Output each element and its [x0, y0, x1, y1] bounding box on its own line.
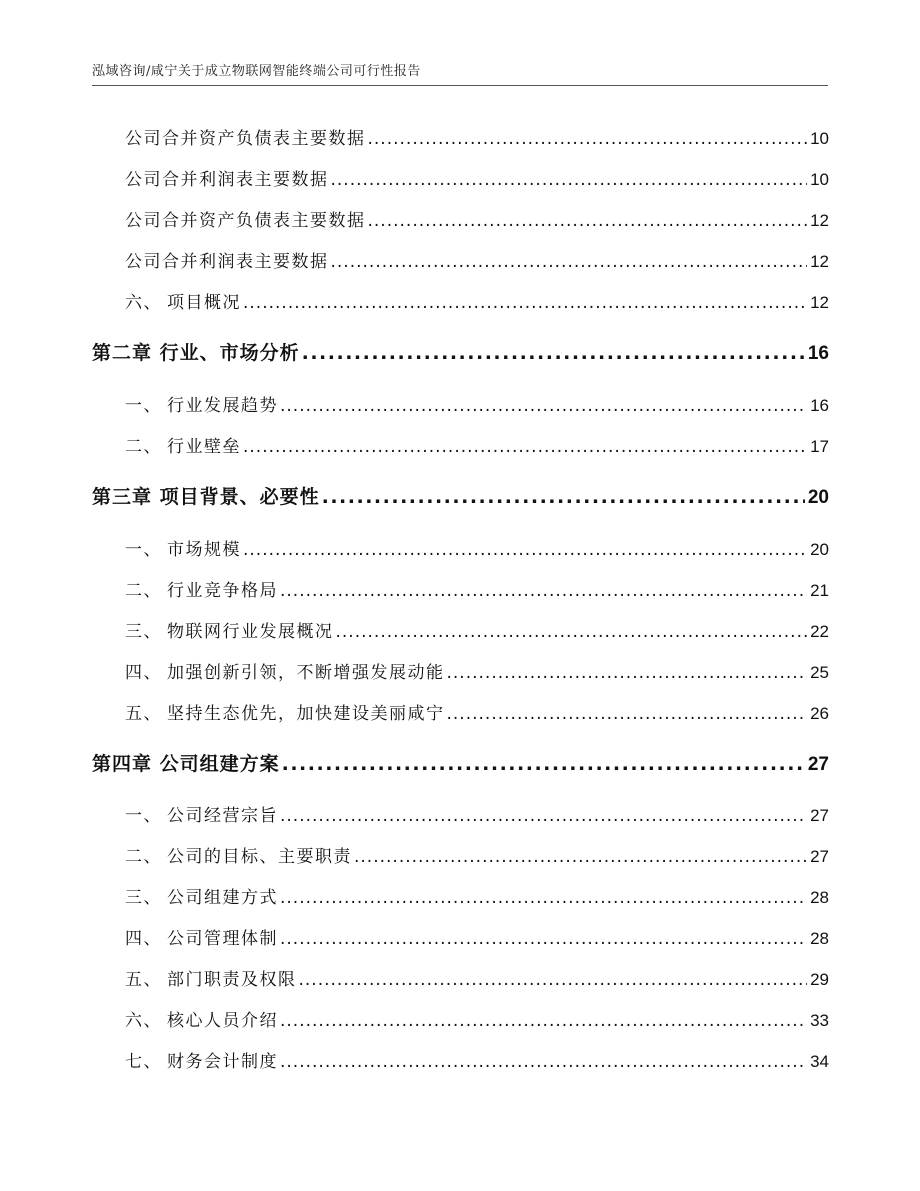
- toc-page-number: 22: [810, 622, 829, 641]
- toc-entry-title: 加强创新引领，不断增强发展动能: [167, 663, 445, 683]
- toc-entry-title: 公司组建方式: [167, 888, 278, 908]
- dot-leader: [331, 252, 808, 272]
- toc-entry-label: [125, 391, 278, 416]
- dot-leader: [368, 129, 808, 149]
- toc-entry-label: [125, 288, 241, 313]
- toc-entry-title: 行业发展趋势: [167, 396, 278, 416]
- toc-section-entry[interactable]: [125, 617, 829, 642]
- toc-section-entry[interactable]: [125, 883, 829, 908]
- toc-entry-title: 项目概况: [167, 293, 241, 313]
- dot-leader: [299, 970, 808, 990]
- toc-entry-title: 第三章 项目背景、必要性: [92, 486, 320, 508]
- toc-section-entry[interactable]: [125, 165, 829, 190]
- toc-section-entry[interactable]: [125, 391, 829, 416]
- dot-leader: [447, 663, 808, 683]
- toc-entry-number: 二、: [125, 437, 162, 457]
- toc-entry-label: [125, 247, 329, 272]
- dot-leader: [447, 704, 808, 724]
- toc-entry-title: 公司合并资产负债表主要数据: [125, 211, 366, 231]
- toc-entry-title: 物联网行业发展概况: [167, 622, 334, 642]
- toc-entry-number: 一、: [125, 806, 162, 826]
- toc-page-number: 33: [810, 1011, 829, 1030]
- toc-entry-title: 行业壁垒: [167, 437, 241, 457]
- toc-section-entry[interactable]: [125, 924, 829, 949]
- toc-entry-title: 市场规模: [167, 540, 241, 560]
- toc-entry-title: 部门职责及权限: [167, 970, 297, 990]
- toc-entry-label: [125, 535, 241, 560]
- dot-leader: [336, 622, 808, 642]
- toc-entry-number: 一、: [125, 396, 162, 416]
- toc-entry-label: [92, 338, 300, 365]
- toc-page-number: 16: [807, 343, 829, 364]
- toc-section-entry[interactable]: [125, 965, 829, 990]
- toc-entry-label: [125, 965, 297, 990]
- toc-page-number: 27: [810, 806, 829, 825]
- toc-section-entry[interactable]: [125, 535, 829, 560]
- dot-leader: [280, 581, 807, 601]
- toc-entry-number: 二、: [125, 847, 162, 867]
- toc-page-number: 26: [810, 704, 829, 723]
- dot-leader: [368, 211, 808, 231]
- toc-entry-title: 公司合并资产负债表主要数据: [125, 129, 366, 149]
- toc-section-entry[interactable]: [125, 247, 829, 272]
- toc-entry-label: [125, 124, 366, 149]
- toc-entry-label: [125, 576, 278, 601]
- toc-entry-label: [125, 658, 445, 683]
- toc-entry-label: [92, 749, 280, 776]
- toc-entry-label: [125, 883, 278, 908]
- toc-page-number: 28: [810, 929, 829, 948]
- toc-page-number: 17: [810, 437, 829, 456]
- toc-entry-title: 财务会计制度: [167, 1052, 278, 1072]
- toc-entry-number: 四、: [125, 929, 162, 949]
- toc-section-entry[interactable]: [125, 124, 829, 149]
- toc-entry-label: [125, 842, 352, 867]
- toc-entry-number: 六、: [125, 1011, 162, 1031]
- dot-leader: [280, 888, 807, 908]
- toc-entry-label: [125, 924, 278, 949]
- toc-page-number: 12: [810, 252, 829, 271]
- toc-entry-label: [125, 165, 329, 190]
- dot-leader: [243, 293, 807, 313]
- toc-entry-label: [125, 699, 445, 724]
- dot-leader: [280, 396, 807, 416]
- toc-page-number: 12: [810, 211, 829, 230]
- dot-leader: [280, 1011, 807, 1031]
- toc-section-entry[interactable]: [125, 842, 829, 867]
- toc-entry-number: 一、: [125, 540, 162, 560]
- dot-leader: [331, 170, 808, 190]
- toc-entry-title: 公司的目标、主要职责: [167, 847, 352, 867]
- toc-page-number: 12: [810, 293, 829, 312]
- dot-leader: [354, 847, 807, 867]
- toc-section-entry[interactable]: [125, 432, 829, 457]
- toc-entry-number: 五、: [125, 970, 162, 990]
- toc-chapter-entry[interactable]: [92, 749, 829, 776]
- toc-entry-number: 二、: [125, 581, 162, 601]
- toc-page-number: 21: [810, 581, 829, 600]
- toc-section-entry[interactable]: [125, 658, 829, 683]
- toc-entry-title: 公司合并利润表主要数据: [125, 252, 329, 272]
- toc-page-number: 10: [810, 170, 829, 189]
- toc-page-number: 29: [810, 970, 829, 989]
- toc-entry-label: [125, 206, 366, 231]
- toc-entry-title: 公司管理体制: [167, 929, 278, 949]
- toc-page-number: 27: [810, 847, 829, 866]
- toc-chapter-entry[interactable]: [92, 338, 829, 365]
- toc-section-entry[interactable]: [125, 206, 829, 231]
- toc-section-entry[interactable]: [125, 1006, 829, 1031]
- toc-entry-title: 行业竞争格局: [167, 581, 278, 601]
- toc-entry-label: [125, 1006, 278, 1031]
- toc-page-number: 20: [810, 540, 829, 559]
- toc-page-number: 27: [807, 754, 829, 775]
- toc-entry-label: [125, 432, 241, 457]
- toc-entry-number: 六、: [125, 293, 162, 313]
- toc-page-number: 16: [810, 396, 829, 415]
- toc-entry-label: [92, 482, 320, 509]
- toc-entry-title: 核心人员介绍: [167, 1011, 278, 1031]
- toc-entry-number: 三、: [125, 888, 162, 908]
- toc-entry-number: 七、: [125, 1052, 162, 1072]
- toc-entry-label: [125, 1047, 278, 1072]
- toc-page-number: 25: [810, 663, 829, 682]
- dot-leader: [280, 1052, 807, 1072]
- toc-section-entry[interactable]: [125, 801, 829, 826]
- dot-leader: [280, 806, 807, 826]
- toc-entry-title: 坚持生态优先，加快建设美丽咸宁: [167, 704, 445, 724]
- toc-page-number: 34: [810, 1052, 829, 1071]
- toc-section-entry[interactable]: [125, 1047, 829, 1072]
- toc-page-number: 10: [810, 129, 829, 148]
- dot-leader: [322, 486, 805, 508]
- dot-leader: [243, 540, 807, 560]
- dot-leader: [302, 342, 805, 364]
- toc-entry-title: 第四章 公司组建方案: [92, 753, 280, 775]
- toc-page-number: 28: [810, 888, 829, 907]
- dot-leader: [282, 753, 805, 775]
- toc-entry-number: 三、: [125, 622, 162, 642]
- toc-section-entry[interactable]: [125, 699, 829, 724]
- toc-entry-title: 公司合并利润表主要数据: [125, 170, 329, 190]
- toc-section-entry[interactable]: [125, 288, 829, 313]
- header-divider: [92, 85, 828, 86]
- dot-leader: [280, 929, 807, 949]
- toc-entry-number: 四、: [125, 663, 162, 683]
- toc-section-entry[interactable]: [125, 576, 829, 601]
- dot-leader: [243, 437, 807, 457]
- toc-page-number: 20: [807, 487, 829, 508]
- toc-entry-number: 五、: [125, 704, 162, 724]
- toc-entry-title: 公司经营宗旨: [167, 806, 278, 826]
- toc-chapter-entry[interactable]: [92, 482, 829, 509]
- toc-entry-title: 第二章 行业、市场分析: [92, 342, 300, 364]
- toc-entry-label: [125, 801, 278, 826]
- toc-entry-label: [125, 617, 334, 642]
- running-header: 泓域咨询/咸宁关于成立物联网智能终端公司可行性报告: [92, 64, 421, 79]
